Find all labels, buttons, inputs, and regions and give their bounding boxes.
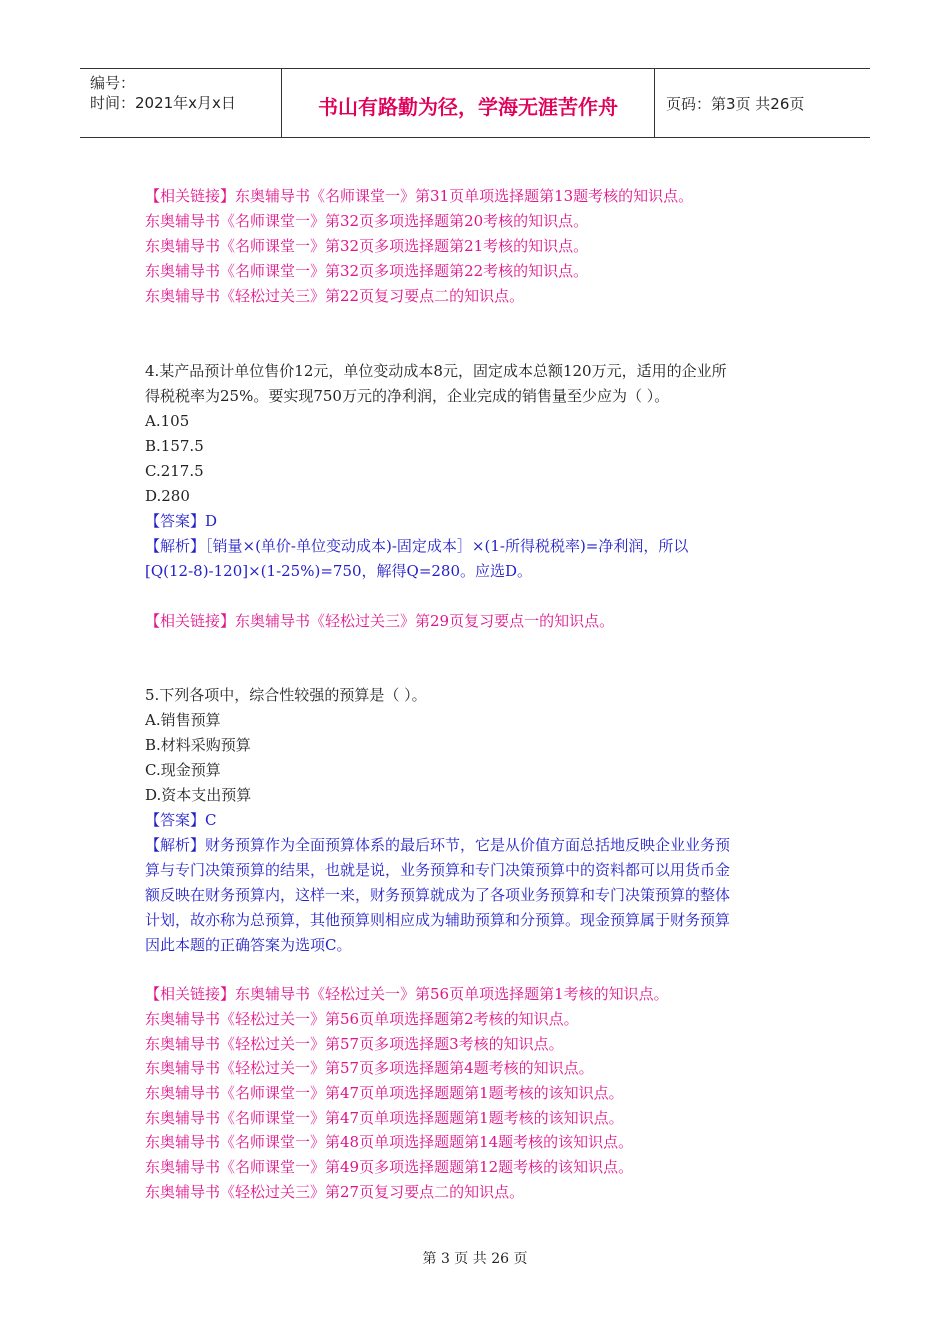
related-link: 东奥辅导书《名师课堂一》第48页单项选择题题第14题考核的该知识点。 <box>145 1133 634 1151</box>
related-link: 东奥辅导书《名师课堂一》第49页多项选择题题第12题考核的该知识点。 <box>145 1158 634 1176</box>
option-a: A.105 <box>145 412 190 430</box>
option-d: D.280 <box>145 487 190 505</box>
related-link: 东奥辅导书《名师课堂一》第32页多项选择题第22考核的知识点。 <box>145 262 589 280</box>
option-d: D.资本支出预算 <box>145 786 252 804</box>
answer: 【答案】C <box>145 811 217 829</box>
time-label: 时间：2021年x月x日 <box>90 94 236 112</box>
related-link: 东奥辅导书《轻松过关一》第57页多项选择题3考核的知识点。 <box>145 1035 564 1053</box>
header-motto-cell <box>282 69 655 137</box>
analysis: 【解析】财务预算作为全面预算体系的最后环节，它是从价值方面总括地反映企业业务预 <box>145 836 731 854</box>
related-link: 东奥辅导书《名师课堂一》第32页多项选择题第21考核的知识点。 <box>145 237 589 255</box>
related-link: 东奥辅导书《轻松过关一》第56页单项选择题第2考核的知识点。 <box>145 1010 579 1028</box>
analysis: 算与专门决策预算的结果，也就是说，业务预算和专门决策预算中的资料都可以用货币金 <box>145 861 731 879</box>
related-link: 【相关链接】东奥辅导书《名师课堂一》第31页单项选择题第13题考核的知识点。 <box>145 187 694 205</box>
option-c: C.217.5 <box>145 462 204 480</box>
answer: 【答案】D <box>145 512 218 530</box>
header-meta <box>80 69 282 137</box>
option-b: B.材料采购预算 <box>145 736 251 754</box>
motto: 书山有路勤为径，学海无涯苦作舟 <box>318 95 618 119</box>
related-link: 东奥辅导书《名师课堂一》第47页单项选择题题第1题考核的该知识点。 <box>145 1084 624 1102</box>
option-b: B.157.5 <box>145 437 204 455</box>
analysis: 额反映在财务预算内，这样一来，财务预算就成为了各项业务预算和专门决策预算的整体 <box>145 886 731 904</box>
related-link: 【相关链接】东奥辅导书《轻松过关三》第29页复习要点一的知识点。 <box>145 612 615 630</box>
related-link: 东奥辅导书《轻松过关三》第22页复习要点二的知识点。 <box>145 287 525 305</box>
analysis: 计划，故亦称为总预算，其他预算则相应成为辅助预算和分预算。现金预算属于财务预算 <box>145 911 731 929</box>
question-stem: 5.下列各项中，综合性较强的预算是（ ）。 <box>145 686 427 704</box>
analysis: [Q(12-8)-120]×(1-25%)=750，解得Q=280。应选D。 <box>145 562 533 580</box>
related-link: 东奥辅导书《轻松过关一》第57页多项选择题第4题考核的知识点。 <box>145 1059 594 1077</box>
related-link: 东奥辅导书《名师课堂一》第47页单项选择题题第1题考核的该知识点。 <box>145 1109 624 1127</box>
page-header <box>80 68 870 138</box>
related-link: 【相关链接】东奥辅导书《轻松过关一》第56页单项选择题第1考核的知识点。 <box>145 985 669 1003</box>
analysis: 因此本题的正确答案为选项C。 <box>145 936 352 954</box>
page-info: 页码：第3页 共26页 <box>666 95 805 113</box>
question-stem: 得税税率为25%。要实现750万元的净利润，企业完成的销售量至少应为（ ）。 <box>145 387 670 405</box>
page-footer: 第 3 页 共 26 页 <box>422 1251 528 1267</box>
option-c: C.现金预算 <box>145 761 221 779</box>
related-link: 东奥辅导书《轻松过关三》第27页复习要点二的知识点。 <box>145 1183 525 1201</box>
question-stem: 4.某产品预计单位售价12元，单位变动成本8元，固定成本总额120万元，适用的企业所 <box>145 362 727 380</box>
number-label: 编号： <box>90 74 136 92</box>
option-a: A.销售预算 <box>145 711 221 729</box>
analysis: 【解析】［销量×(单价-单位变动成本)-固定成本］×(1-所得税税率)=净利润，所以 <box>145 537 689 555</box>
related-link: 东奥辅导书《名师课堂一》第32页多项选择题第20考核的知识点。 <box>145 212 589 230</box>
